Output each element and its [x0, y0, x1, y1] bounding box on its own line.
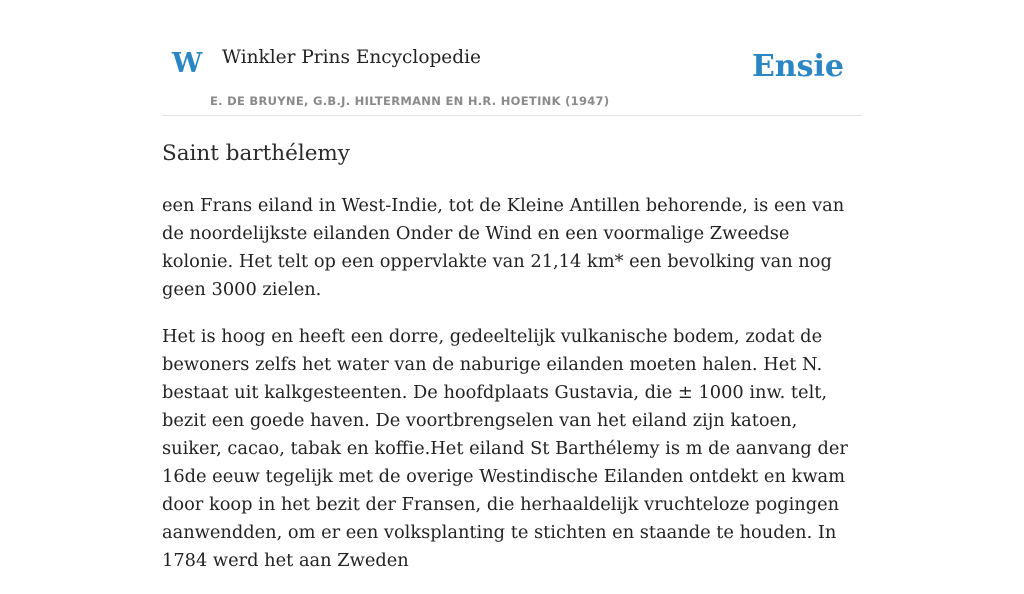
- publication-title[interactable]: Winkler Prins Encyclopedie: [222, 47, 481, 68]
- article-title: Saint barthélemy: [162, 141, 350, 166]
- article-paragraph: een Frans eiland in West-Indie, tot de Kleine Antillen behorende, is een van de noordelijkste eilanden Onder de Wind en een voormalige Zweedse kolonie. Het telt op een oppervlakte van 21,14 km* een bevolking van nog geen 3000 zielen.: [162, 195, 845, 300]
- article-paragraph: Het is hoog en heeft een dorre, gedeeltelijk vulkanische bodem, zodat de bewoners zelfs het water van de naburige eilanden moeten halen. Het N. bestaat uit kalkgesteenten. De hoofdplaats Gustavia, die ± 1000 inw. telt, bezit een goede haven. De voortbrengselen van het eiland zijn katoen, suiker, cacao, tabak en koffie.Het eiland St Barthélemy is m de aanvang der 16de eeuw tegelijk met de overige Westindische Eilanden ontdekt en kwam door koop in het bezit der Fransen, die herhaaldelijk vruchteloze pogingen aanwendden, om er een volksplanting te stichten en staande te houden. In 1784 werd het aan Zweden: [162, 326, 848, 571]
- article-body: [162, 192, 862, 594]
- content-column: [162, 0, 862, 571]
- publication-header: [162, 0, 862, 116]
- brand-logo[interactable]: Ensie: [751, 49, 844, 84]
- publication-authors: E. DE BRUYNE, G.B.J. HILTERMANN EN H.R. HOETINK (1947): [210, 94, 610, 108]
- publication-logo[interactable]: W: [172, 48, 203, 79]
